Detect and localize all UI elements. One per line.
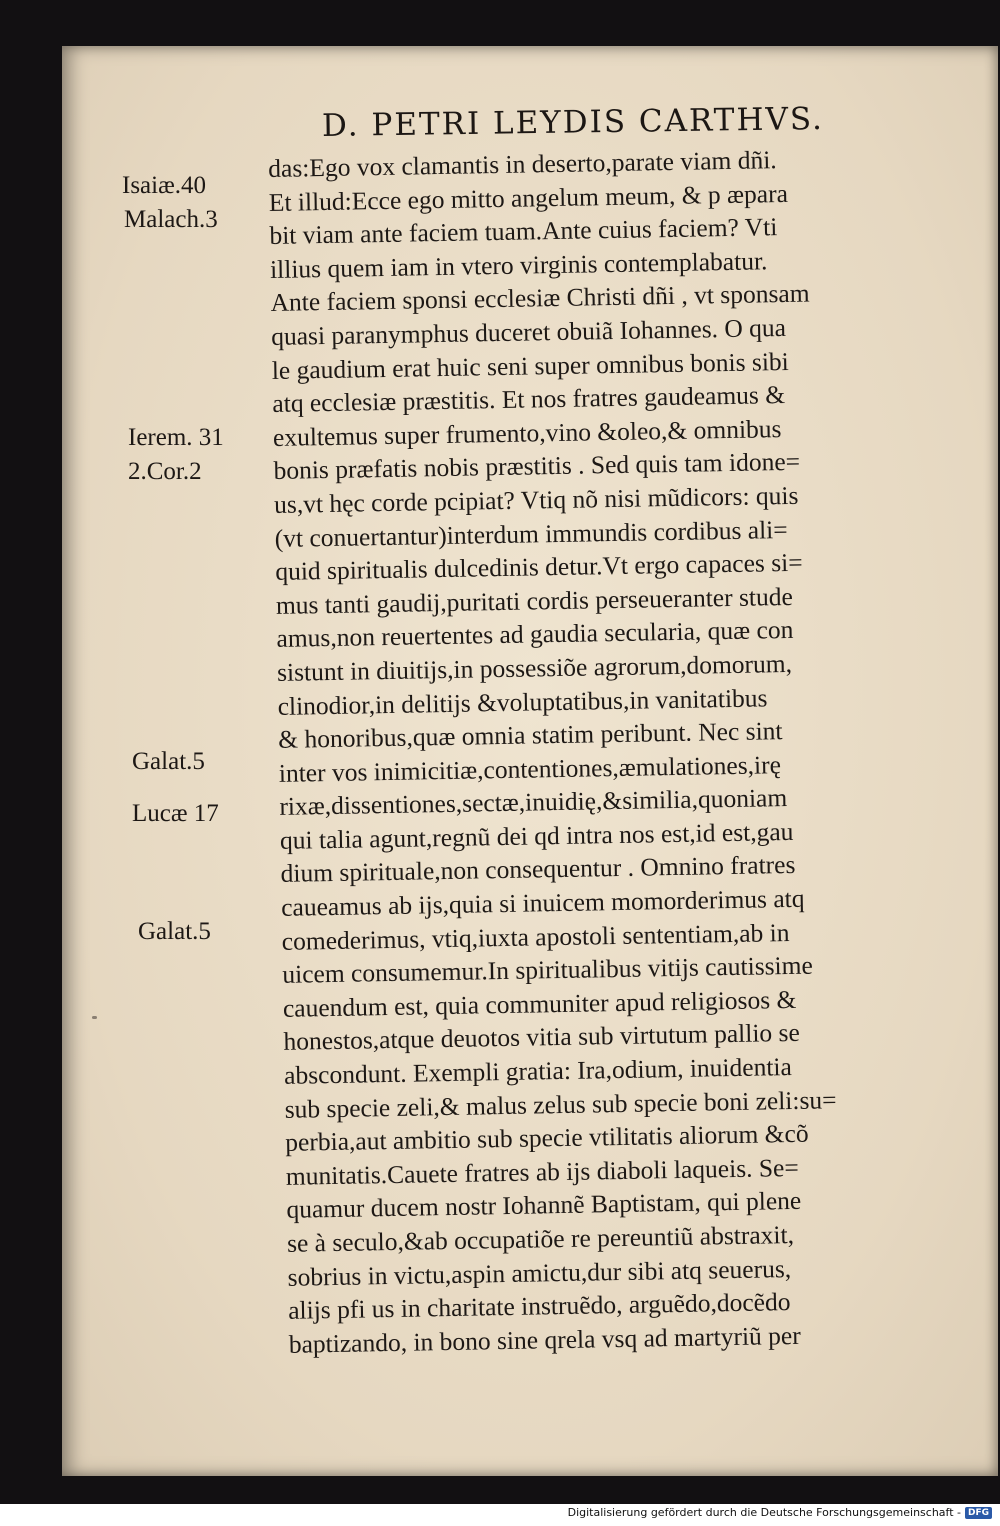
text-line: amus,non reuertentes ad gaudia secularia, quæ con: [276, 615, 794, 654]
marginal-note: Ierem. 31: [128, 424, 224, 451]
running-head: D. PETRI LEYDIS CARTHVS.: [321, 100, 825, 144]
credit-text: Digitalisierung gefördert durch die Deutsche Forschungsgemeinschaft -: [567, 1506, 961, 1519]
dfg-logo: DFG: [965, 1507, 992, 1519]
text-line: honestos,atque deuotos vitia sub virtutum pallio se: [283, 1018, 801, 1057]
text-line: caueamus ab ijs,quia si inuicem momorderimus atq: [280, 883, 805, 922]
text-line: das:Ego vox clamantis in deserto,parate viam dñi.: [268, 145, 777, 183]
text-line: quasi paranymphus duceret obuiã Iohannes. O qua: [270, 312, 787, 351]
text-line: bonis præfatis nobis præstitis . Sed quis tam idone=: [273, 447, 801, 486]
text-line: Et illud:Ecce ego mitto angelum meum, & p æpara: [268, 178, 789, 217]
marginal-note: Isaiæ.40: [122, 172, 207, 199]
text-line: clinodior,in delitijs &voluptatibus,in vanitatibus: [277, 682, 768, 721]
text-line: comederimus, vtiq,iuxta apostoli sententiam,ab in: [281, 917, 790, 956]
text-line: cauendum est, quia communiter apud religiosos &: [282, 984, 797, 1023]
text-line: rixæ,dissentiones,sectæ,inuidię,&similia,quoniam: [279, 783, 788, 822]
marginal-note: Malach.3: [124, 206, 218, 233]
text-line: alijs pfi us in charitate instruẽdo, arguẽdo,docẽdo: [287, 1287, 791, 1326]
text-line: quamur ducem nostr Iohannẽ Baptistam, qui plene: [286, 1186, 802, 1225]
text-line: baptizando, in bono sine qrela vsq ad martyriũ per: [288, 1320, 801, 1359]
text-line: qui talia agunt,regnũ dei qd intra nos est,id est,gau: [279, 816, 794, 855]
text-line: mus tanti gaudij,puritati cordis perseueranter stude: [275, 581, 794, 620]
text-line: quid spiritualis dulcedinis detur.Vt ergo capaces si=: [275, 547, 803, 587]
text-line: se à seculo,&ab occupatiõe re pereuntiũ abstraxit,: [286, 1219, 795, 1258]
text-line: exultemus super frumento,vino &oleo,& omnibus: [272, 413, 782, 452]
text-line: atq ecclesiæ præstitis. Et nos fratres gaudeamus &: [272, 380, 786, 419]
text-line: le gaudium erat huic seni super omnibus bonis sibi: [271, 346, 789, 385]
text-line: (vt conuertantur)interdum immundis cordibus ali=: [274, 514, 788, 553]
text-line: dium spirituale,non consequentur . Omnino fratres: [280, 850, 796, 889]
text-line: munitatis.Cauete fratres ab ijs diaboli laqueis. Se=: [285, 1152, 799, 1191]
text-line: inter vos inimicitiæ,contentiones,æmulationes,irę: [278, 749, 782, 788]
digitization-credit: [568, 1506, 992, 1519]
marginal-note: Galat.5: [132, 748, 205, 775]
text-line: illius quem iam in vtero virginis contemplabatur.: [269, 246, 768, 284]
marginal-note: Lucæ 17: [132, 800, 219, 827]
marginal-note: Galat.5: [138, 918, 211, 945]
text-line: perbia,aut ambitio sub specie vtilitatis aliorum &cõ: [285, 1118, 809, 1158]
marginal-note: 2.Cor.2: [128, 458, 202, 485]
text-line: sub specie zeli,& malus zelus sub specie boni zeli:su=: [284, 1084, 837, 1124]
text-line: sistunt in diuitijs,in possessiõe agrorum,domorum,: [276, 648, 793, 687]
text-line: us,vt hęc corde pcipiat? Vtiq nõ nisi mũdicors: quis: [273, 480, 799, 519]
text-line: abscondunt. Exempli gratia: Ira,odium, inuidentia: [283, 1052, 793, 1090]
text-line: sobrius in victu,aspin amictu,dur sibi atq seuerus,: [287, 1253, 792, 1292]
text-line: bit viam ante faciem tuam.Ante cuius faciem? Vti: [269, 212, 778, 251]
text-line: Ante faciem sponsi ecclesiæ Christi dñi , vt sponsam: [270, 278, 810, 318]
text-line: uicem consumemur.In spiritualibus vitijs cautissime: [282, 950, 814, 990]
ink-speck: [92, 1016, 97, 1019]
text-line: & honoribus,quæ omnia statim peribunt. Nec sint: [278, 716, 783, 755]
body-text: [268, 140, 989, 1361]
